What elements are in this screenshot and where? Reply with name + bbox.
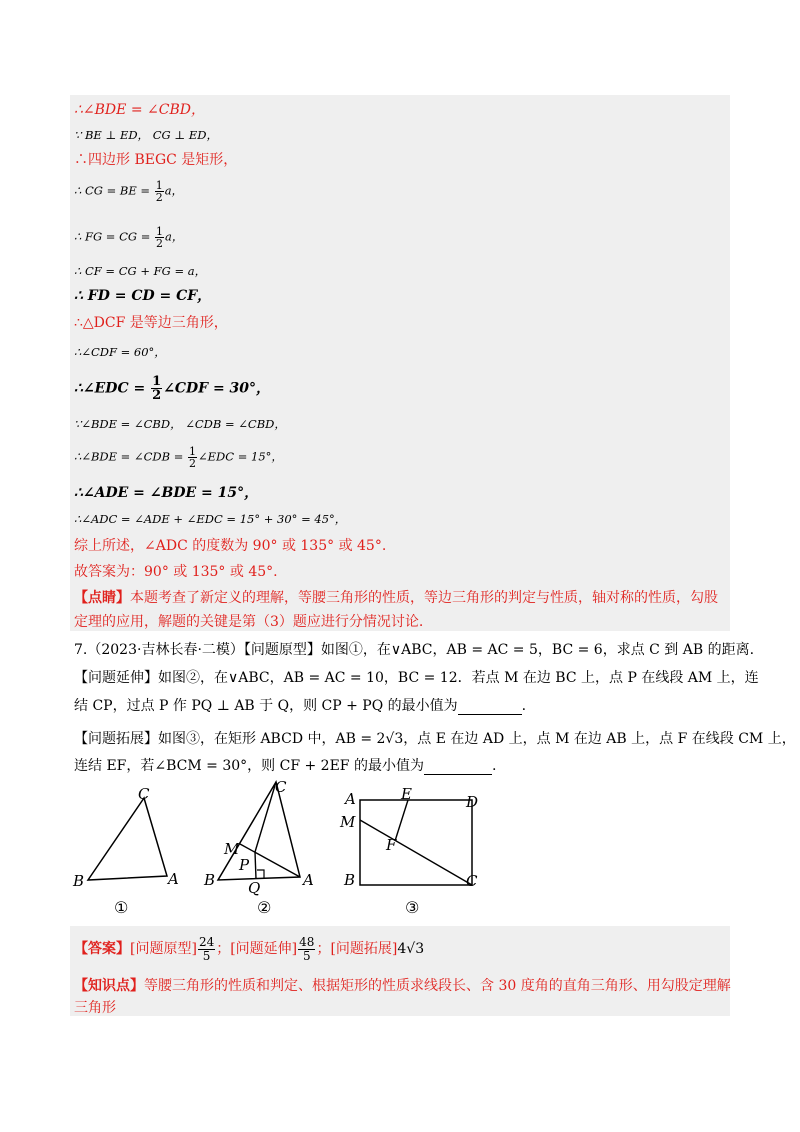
fraction: $\frac{1}{2}$ [189, 445, 197, 470]
segment-ef [395, 800, 408, 841]
segment-cm [360, 820, 472, 885]
fraction: $\frac{48}{5}$ [299, 934, 315, 963]
solution-line-14: ∴∠ADC = ∠ADE + ∠EDC = 15° + 30° = 45°， [74, 512, 347, 526]
fig3-label-e: E [401, 785, 412, 803]
solution-line-4: ∴ CG = BE = $\frac{1}{2}$ a， [74, 179, 184, 204]
fig1-number: ① [114, 898, 129, 917]
fraction: $\frac{1}{2}$ [155, 179, 163, 204]
right-angle-mark [257, 870, 264, 878]
solution-line-3: ∴四边形 BEGC 是矩形， [74, 152, 238, 168]
solution-line-11: ∵∠BDE = ∠CBD， ∠CDB = ∠CBD， [74, 417, 286, 431]
solution-line-5: ∴ FG = CG = $\frac{1}{2}$ a， [74, 225, 184, 250]
problem-line-1: 7.（2023·吉林长春·二模）【问题原型】如图①，在∨ABC，AB = AC = 5，BC = 6，求点 C 到 AB 的距离. [74, 642, 755, 658]
solution-line-8: ∴△DCF 是等边三角形， [74, 315, 228, 331]
fig3-label-d: D [466, 793, 479, 811]
solution-line-9: ∴∠CDF = 60°， [74, 345, 166, 359]
triangle-abc [218, 782, 300, 880]
solution-line-2: ∵ BE ⊥ ED， CG ⊥ ED， [74, 128, 218, 142]
solution-line-13: ∴∠ADE = ∠BDE = 15°， [74, 485, 259, 501]
fig2-label-m: M [224, 840, 240, 858]
knowledge-line-2: 三角形 [74, 1000, 116, 1016]
fig3-number: ③ [405, 898, 420, 917]
fig3-label-m: M [340, 813, 356, 831]
answer-blank[interactable] [424, 760, 492, 775]
answer-blank[interactable] [458, 700, 522, 715]
fig2-label-c: C [275, 778, 287, 796]
fraction: $\frac{24}{5}$ [198, 934, 215, 963]
segment-cp [255, 782, 276, 852]
fig3-label-b: B [344, 871, 356, 889]
comment-line-1: 【点睛】本题考查了新定义的理解，等腰三角形的性质，等边三角形的判定与性质，轴对称的性质，勾股 [74, 590, 718, 606]
comment-line-2: 定理的应用，解题的关键是第（3）题应进行分情况讨论. [74, 614, 424, 630]
solution-line-10: ∴∠EDC = $\frac{1}{2}$ ∠CDF = 30°， [74, 374, 271, 403]
fig2-label-a: A [303, 871, 314, 889]
solution-line-1: ∴∠BDE = ∠CBD， [74, 102, 205, 118]
fig1-label-c: C [138, 785, 150, 803]
problem-line-5: 连结 EF，若∠BCM = 30°，则 CF + 2EF 的最小值为 . [74, 758, 497, 774]
fig2-number: ② [257, 898, 272, 917]
rectangle-abcd [360, 800, 472, 885]
solution-final-answer: 故答案为：90° 或 135° 或 45°. [74, 564, 278, 580]
solution-line-6: ∴ CF = CG + FG = a， [74, 264, 207, 278]
problem-line-2: 【问题延伸】如图②，在∨ABC，AB = AC = 10，BC = 12．若点 M 在边 BC 上，点 P 在线段 AM 上，连 [74, 670, 759, 686]
problem-line-4: 【问题拓展】如图③，在矩形 ABCD 中，AB = 2√3，点 E 在边 AD 上，点 M 在边 AB 上，点 F 在线段 CM 上， [74, 731, 796, 747]
fig1-label-a: A [168, 870, 179, 888]
problem-line-3: 结 CP，过点 P 作 PQ ⊥ AB 于 Q，则 CP + PQ 的最小值为 . [74, 698, 527, 714]
fig3-label-f: F [386, 836, 397, 854]
solution-summary: 综上所述，∠ADC 的度数为 90° 或 135° 或 45°. [74, 538, 387, 554]
fig2-label-b: B [204, 871, 216, 889]
fraction: $\frac{1}{2}$ [152, 374, 162, 403]
fig1-label-b: B [73, 872, 85, 890]
answer-line: 【答案】[问题原型] $\frac{24}{5}$ ；[问题延伸] $\frac{48}{5}$ ；[问题拓展]4√3 [74, 934, 425, 963]
solution-line-7: ∴ FD = CD = CF， [74, 288, 212, 304]
fig2-label-p: P [239, 856, 250, 874]
segment-pq [255, 852, 256, 879]
solution-line-12: ∴∠BDE = ∠CDB = $\frac{1}{2}$ ∠EDC = 15°， [74, 445, 283, 470]
figure-1 [70, 780, 190, 920]
fraction: $\frac{1}{2}$ [156, 225, 164, 250]
fig2-label-q: Q [248, 879, 261, 897]
fig3-label-a: A [345, 790, 356, 808]
fig3-label-c: C [466, 872, 478, 890]
triangle-abc [88, 798, 167, 880]
knowledge-line-1: 【知识点】等腰三角形的性质和判定、根据矩形的性质求线段长、含 30 度角的直角三角形、用勾股定理解 [74, 978, 731, 994]
figure-2 [200, 770, 330, 910]
